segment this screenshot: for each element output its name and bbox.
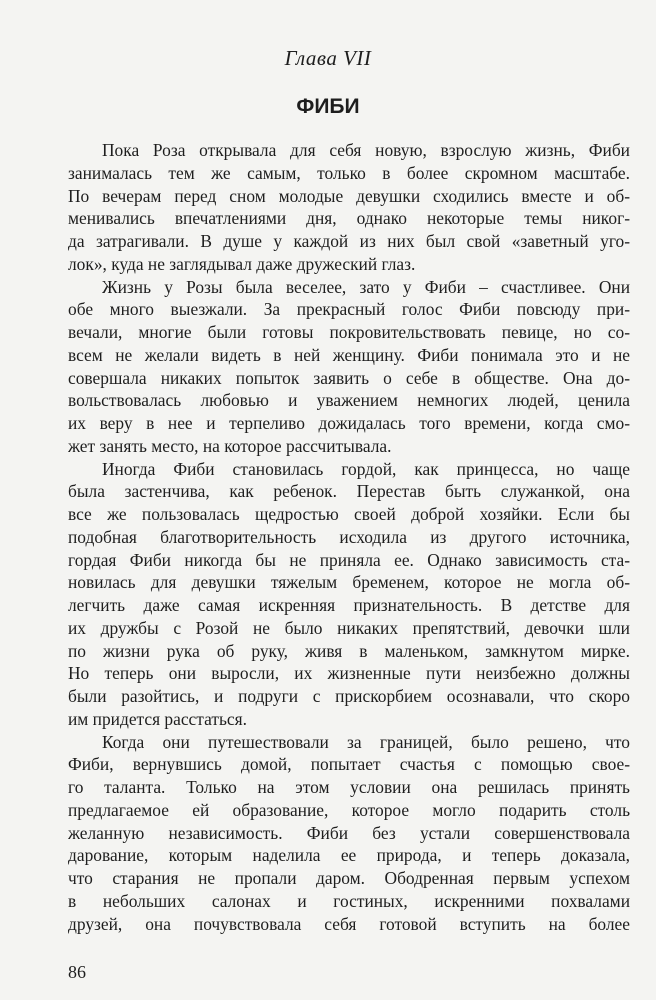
text-line: все же пользовалась щедростью своей доброй хозяйки. Если бы <box>68 504 630 524</box>
text-line: всем не желали видеть в ней женщину. Фиби понимала это и не <box>68 344 630 365</box>
text-line: друзей, она почувствовала себя готовой вступить на более <box>68 913 630 934</box>
chapter-title: ФИБИ <box>296 95 360 118</box>
text-line: да затрагивали. В душе у каждой из них был свой «заветный уго- <box>68 231 630 251</box>
text-line: гордая Фиби никогда бы не приняла ее. Однако зависимость ста- <box>68 549 630 570</box>
text-line: в небольших салонах и гостиных, искренними похвалами <box>68 890 630 911</box>
text-line: по жизни рука об руку, живя в маленьком, замкнутом мирке. <box>68 640 630 661</box>
text-line: го таланта. Только на этом условии она решилась принять <box>68 777 630 797</box>
text-line: новилась для девушки тяжелым бременем, которое не могла об- <box>68 572 630 593</box>
text-line: Пока Роза открывала для себя новую, взрослую жизнь, Фиби <box>102 140 630 160</box>
text-line: предлагаемое ей образование, которое могло подарить столь <box>68 799 630 820</box>
text-line: обе много выезжали. За прекрасный голос Фиби повсюду при- <box>68 299 630 320</box>
text-line: их веру в нее и терпеливо дожидалась того времени, когда смо- <box>68 413 630 433</box>
text-line: лок», куда не заглядывал даже дружеский глаз. <box>68 253 416 274</box>
text-line: менивались впечатлениями дня, однако некоторые темы никог- <box>68 208 630 229</box>
body-text <box>68 139 630 935</box>
chapter-label: Глава VII <box>284 46 372 70</box>
text-line: По вечерам перед сном молодые девушки сходились вместе и об- <box>68 185 630 206</box>
text-line: Жизнь у Розы была веселее, зато у Фиби – счастливее. Они <box>102 276 630 297</box>
text-line: была застенчива, как ребенок. Перестав быть служанкой, она <box>68 481 630 502</box>
text-line: подобная благотворительность исходила из другого источника, <box>68 526 630 547</box>
text-line: были разойтись, и подруги с прискорбием осознавали, что скоро <box>68 686 630 706</box>
text-line: совершала никаких попыток заявить о себе в обществе. Она до- <box>68 367 630 388</box>
text-line: желанную независимость. Фиби без устали совершенствовала <box>68 822 630 843</box>
page-number: 86 <box>68 962 86 982</box>
text-line: Иногда Фиби становилась гордой, как принцесса, но чаще <box>102 458 630 479</box>
text-line: Фиби, вернувшись домой, попытает счастья с помощью свое- <box>68 754 630 775</box>
text-line: Когда они путешествовали за границей, было решено, что <box>102 731 630 752</box>
text-line: им придется расстаться. <box>68 708 247 729</box>
text-line: вольствовалась любовью и уважением немногих людей, ценила <box>68 390 630 411</box>
text-line: дарование, которым наделила ее природа, и теперь доказала, <box>68 845 630 866</box>
text-line: Но теперь они выросли, их жизненные пути неизбежно должны <box>68 663 630 684</box>
text-line: что старания не пропали даром. Ободренная первым успехом <box>68 868 630 888</box>
text-line: занималась тем же самым, только в более скромном масштабе. <box>68 162 630 183</box>
text-line: жет занять место, на которое рассчитывала. <box>68 435 392 456</box>
text-line: легчить даже самая искренняя признательность. В детстве для <box>68 595 630 615</box>
text-line: вечали, многие были готовы покровительствовать певице, но со- <box>68 322 630 342</box>
text-line: их дружбы с Розой не было никаких препятствий, девочки шли <box>68 617 630 638</box>
